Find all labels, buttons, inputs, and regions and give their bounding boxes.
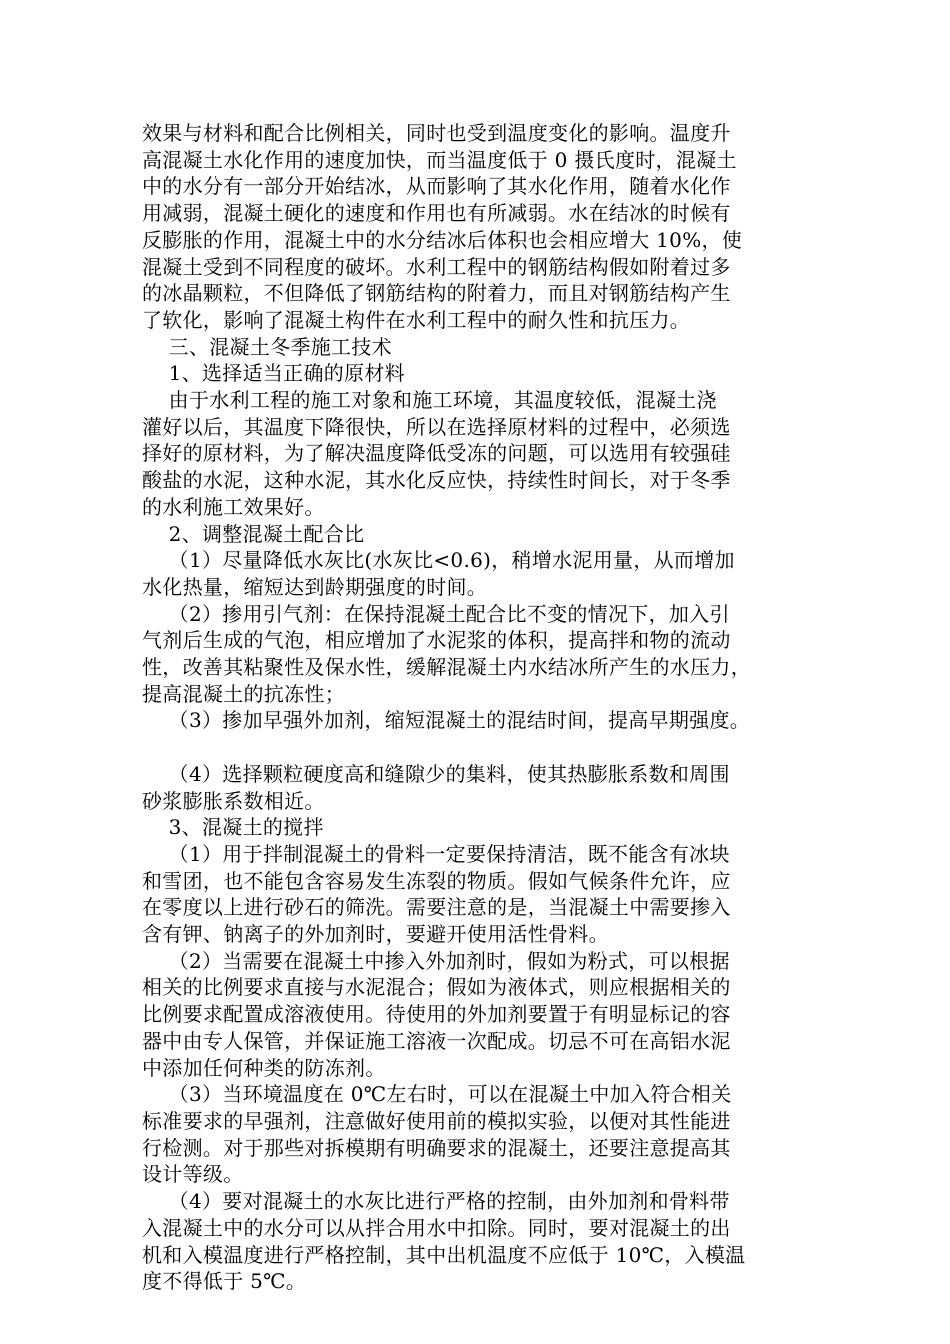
text-line: 反膨胀的作用，混凝土中的水分结冰后体积也会相应增大 10%，使 [142, 227, 743, 252]
text-line: （1）用于拌制混凝土的骨料一定要保持清洁，既不能含有冰块 [142, 841, 730, 866]
text-line: 了软化，影响了混凝土构件在水利工程中的耐久性和抗压力。 [142, 307, 691, 332]
text-line: （2）掺用引气剂：在保持混凝土配合比不变的情况下，加入引 [142, 601, 730, 626]
blank-line [142, 734, 814, 761]
text-line: 三、混凝土冬季施工技术 [142, 334, 392, 359]
text-line: 灌好以后，其温度下降很快，所以在选择原材料的过程中，必须选 [142, 414, 731, 439]
text-line: 1、选择适当正确的原材料 [142, 361, 405, 386]
text-line: 入混凝土中的水分可以从拌合用水中扣除。同时，要对混凝土的出 [142, 1215, 731, 1240]
text-line: 比例要求配置成溶液使用。待使用的外加剂要置于有明显标记的容 [142, 1002, 731, 1027]
text-line: 砂浆膨胀系数相近。 [142, 788, 325, 813]
text-line: 效果与材料和配合比例相关，同时也受到温度变化的影响。温度升 [142, 121, 731, 145]
text-line: 由于水利工程的施工对象和施工环境，其温度较低，混凝土浇 [142, 388, 717, 413]
text-line: 含有钾、钠离子的外加剂时，要避开使用活性骨料。 [142, 922, 609, 947]
text-line: 性，改善其粘聚性及保水性，缓解混凝土内水结冰所产生的水压力， [142, 655, 751, 680]
text-line: （3）当环境温度在 0℃左右时，可以在混凝土中加入符合相关 [142, 1082, 732, 1107]
text-line: 用减弱，混凝土硬化的速度和作用也有所减弱。水在结冰的时候有 [142, 201, 731, 226]
text-line: 机和入模温度进行严格控制，其中出机温度不应低于 10℃，入模温 [142, 1242, 746, 1267]
text-line: 混凝土受到不同程度的破坏。水利工程中的钢筋结构假如附着过多 [142, 254, 731, 279]
text-line: 行检测。对于那些对拆模期有明确要求的混凝土，还要注意提高其 [142, 1135, 731, 1160]
text-line: （3）掺加早强外加剂，缩短混凝土的混结时间，提高早期强度。 [142, 708, 751, 733]
document-body [142, 120, 814, 1295]
text-line: （4）选择颗粒硬度高和缝隙少的集料，使其热膨胀系数和周围 [142, 761, 730, 786]
text-line: （1）尽量降低水灰比(水灰比<0.6)，稍增水泥用量，从而增加 [142, 548, 735, 573]
text-line: 设计等级。 [142, 1162, 244, 1187]
text-line: 中添加任何种类的防冻剂。 [142, 1055, 386, 1080]
text-line: 择好的原材料，为了解决温度降低受冻的问题，可以选用有较强硅 [142, 441, 731, 466]
text-line: （2）当需要在混凝土中掺入外加剂时，假如为粉式，可以根据 [142, 948, 730, 973]
text-line: 的水利施工效果好。 [142, 494, 325, 519]
text-line: 3、混凝土的搅拌 [142, 815, 324, 840]
text-line: 提高混凝土的抗冻性； [142, 681, 345, 706]
text-line: 在零度以上进行砂石的筛洗。需要注意的是，当混凝土中需要掺入 [142, 895, 731, 920]
text-line: 器中由专人保管，并保证施工溶液一次配成。切忌不可在高铝水泥 [142, 1028, 731, 1053]
text-line: 2、调整混凝土配合比 [142, 521, 365, 546]
text-line: 的冰晶颗粒，不但降低了钢筋结构的附着力，而且对钢筋结构产生 [142, 281, 731, 306]
text-line: 水化热量，缩短达到龄期强度的时间。 [142, 574, 488, 599]
text-line: 高混凝土水化作用的速度加快，而当温度低于 0 摄氏度时，混凝土 [142, 147, 737, 172]
text-line: 标准要求的早强剂，注意做好使用前的模拟实验，以便对其性能进 [142, 1109, 731, 1133]
text-line: 和雪团，也不能包含容易发生冻裂的物质。假如气候条件允许，应 [142, 868, 731, 893]
text-line: （4）要对混凝土的水灰比进行严格的控制，由外加剂和骨料带 [142, 1189, 730, 1214]
text-line: 相关的比例要求直接与水泥混合；假如为液体式，则应根据相关的 [142, 975, 731, 1000]
text-line: 中的水分有一部分开始结冰，从而影响了其水化作用，随着水化作 [142, 174, 731, 199]
text-line: 度不得低于 5℃。 [142, 1269, 307, 1294]
text-line: 酸盐的水泥，这种水泥，其水化反应快，持续性时间长，对于冬季 [142, 468, 731, 493]
text-line: 气剂后生成的气泡，相应增加了水泥浆的体积，提高拌和物的流动 [142, 628, 731, 653]
